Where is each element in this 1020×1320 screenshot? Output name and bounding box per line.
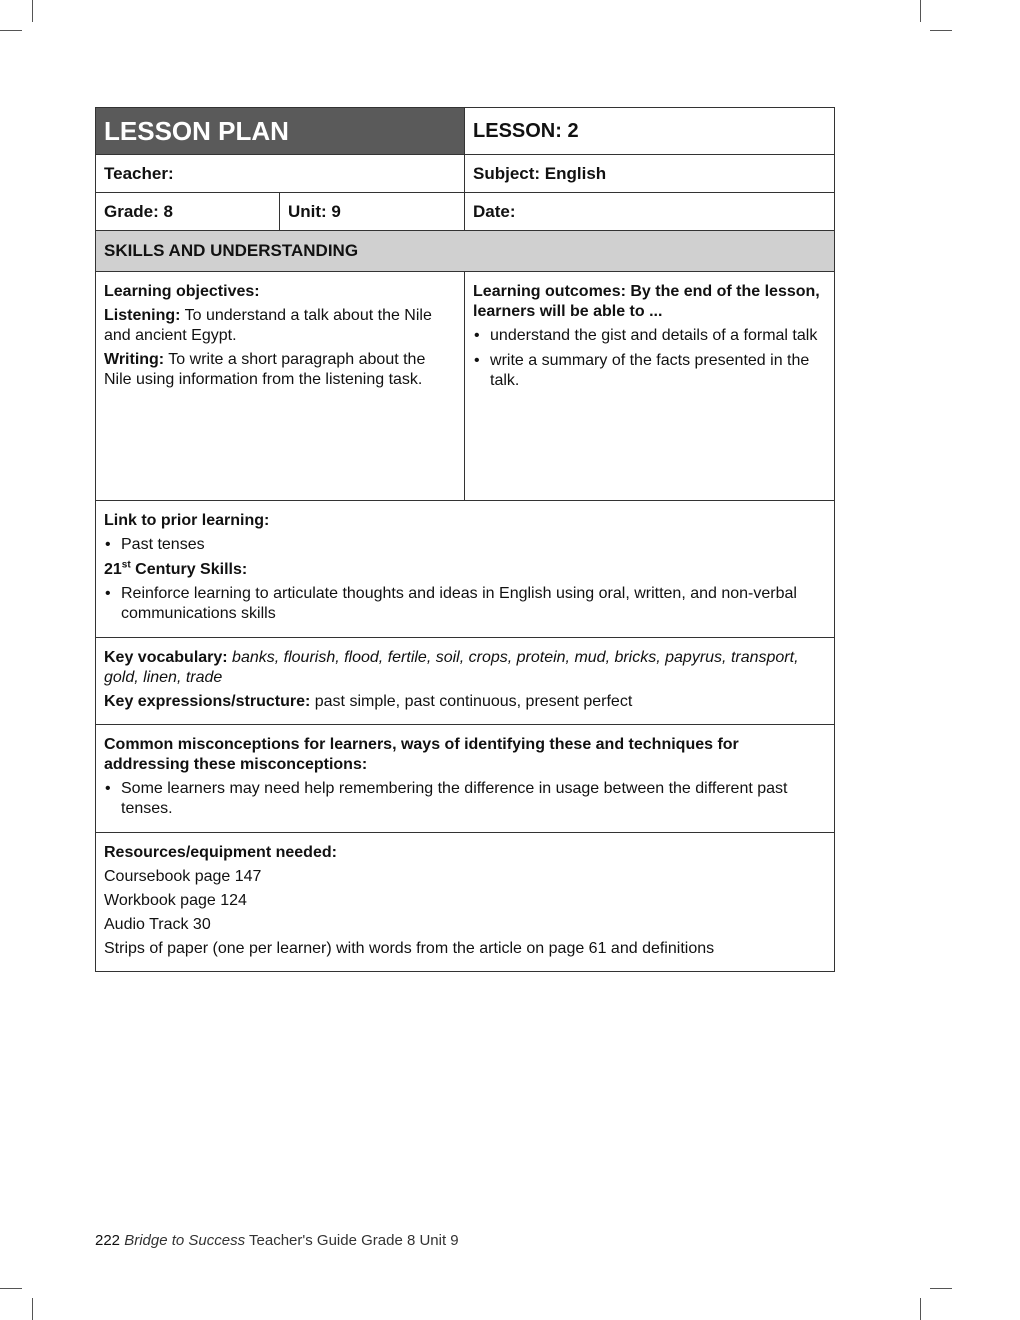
lesson-plan-title: LESSON PLAN	[96, 108, 465, 155]
learning-objectives	[96, 272, 465, 501]
list-item: • write a summary of the facts presented in the talk.	[473, 351, 826, 391]
misconceptions	[96, 725, 835, 833]
lesson-plan-table	[95, 107, 835, 972]
misconceptions-list	[104, 779, 826, 819]
crop-mark	[0, 1288, 22, 1289]
prior-heading: Link to prior learning:	[104, 512, 270, 529]
prior-list	[104, 535, 826, 555]
crop-mark	[920, 0, 921, 22]
outcomes-heading: Learning outcomes: By the end of the lesson, learners will be able to ...	[473, 283, 820, 320]
footer-rest: Teacher's Guide Grade 8 Unit 9	[245, 1232, 459, 1249]
prior-learning	[96, 501, 835, 638]
listening-label: Listening:	[104, 307, 181, 324]
key-vocabulary	[96, 638, 835, 725]
list-item: • Reinforce learning to articulate thoughts and ideas in English using oral, written, and non-verbal communications skills	[104, 584, 826, 624]
skills-heading: SKILLS AND UNDERSTANDING	[96, 231, 835, 272]
crop-mark	[32, 0, 33, 22]
expressions-text: past simple, past continuous, present perfect	[310, 693, 633, 710]
grade-field: Grade: 8	[96, 193, 280, 231]
book-title: Bridge to Success	[124, 1232, 246, 1249]
century-skills-heading	[104, 560, 826, 580]
resource-line: Strips of paper (one per learner) with words from the article on page 61 and definitions	[104, 940, 715, 957]
page-number: 222	[95, 1232, 121, 1249]
learning-outcomes	[465, 272, 835, 501]
century-skills-list	[104, 584, 826, 624]
expressions-line	[104, 692, 826, 712]
expressions-label: Key expressions/structure:	[104, 693, 311, 710]
writing-label: Writing:	[104, 351, 165, 368]
objective-writing	[104, 350, 456, 390]
outcomes-list	[473, 326, 826, 391]
resource-line: Coursebook page 147	[104, 868, 262, 885]
crop-mark	[920, 1298, 921, 1320]
crop-mark	[930, 30, 952, 31]
vocab-line	[104, 648, 826, 688]
list-item: • Past tenses	[104, 535, 826, 555]
objective-listening	[104, 306, 456, 346]
teacher-field: Teacher:	[96, 155, 465, 193]
vocab-text: banks, flourish, flood, fertile, soil, crops, protein, mud, bricks, papyrus, transport, gold, linen, trade	[104, 649, 799, 686]
writing-text: To write a short paragraph about the Nile using information from the listening task.	[104, 351, 426, 388]
objectives-heading: Learning objectives:	[104, 283, 260, 300]
crop-mark	[930, 1288, 952, 1289]
vocab-label: Key vocabulary:	[104, 649, 228, 666]
resources-heading: Resources/equipment needed:	[104, 844, 337, 861]
list-item: • Some learners may need help remembering the difference in usage between the different past tenses.	[104, 779, 826, 819]
century-number: 21	[104, 561, 122, 578]
unit-field: Unit: 9	[280, 193, 465, 231]
listening-text: To understand a talk about the Nile and ancient Egypt.	[104, 307, 432, 344]
lesson-number: LESSON: 2	[465, 108, 835, 155]
crop-mark	[32, 1298, 33, 1320]
crop-mark	[0, 30, 22, 31]
misconceptions-heading: Common misconceptions for learners, ways of identifying these and techniques for addressing these misconceptions:	[104, 736, 739, 773]
date-field: Date:	[465, 193, 835, 231]
page-footer	[95, 1232, 459, 1249]
century-suffix: st	[121, 559, 131, 571]
resource-line: Workbook page 124	[104, 892, 247, 909]
century-label: Century Skills:	[130, 561, 248, 578]
subject-field: Subject: English	[465, 155, 835, 193]
resources	[96, 833, 835, 972]
list-item: • understand the gist and details of a formal talk	[473, 326, 826, 346]
resource-line: Audio Track 30	[104, 916, 211, 933]
